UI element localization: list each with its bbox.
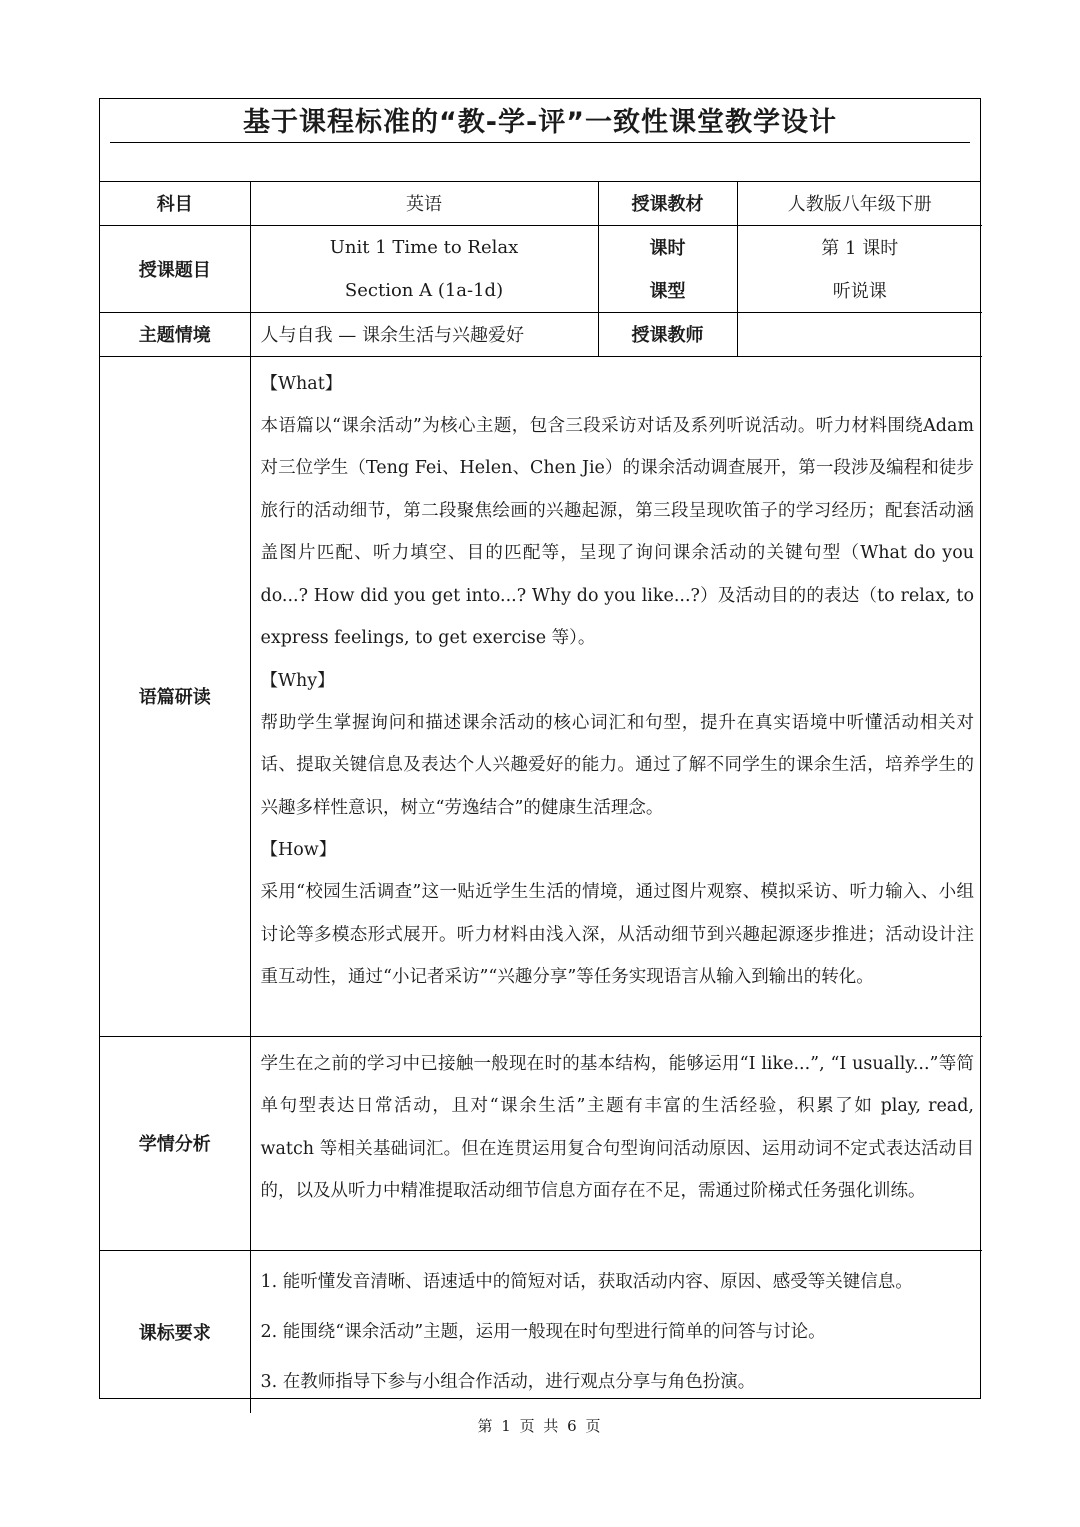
period-type-labels [598, 225, 737, 312]
topic-line-1: Unit 1 Time to Relax [329, 236, 519, 258]
analysis-label: 学情分析 [100, 1036, 250, 1250]
text-study-row [100, 356, 982, 1036]
why-text: 帮助学生掌握询问和描述课余活动的核心词汇和句型，提升在真实语境中听懂活动相关对话、提取关键信息及表达个人兴趣爱好的能力。通过了解不同学生的课余生活，培养学生的兴趣多样性意识，树立“劳逸结合”的健康生活理念。 [260, 712, 974, 818]
topic-value [250, 225, 598, 312]
topic-row [100, 225, 982, 312]
subject-value: 英语 [250, 182, 598, 225]
standard-item: 2. 能围绕“课余活动”主题，运用一般现在时句型进行简单的问答与讨论。 [260, 1321, 826, 1342]
period-value: 第 1 课时 [821, 238, 899, 259]
title-row [100, 99, 980, 182]
text-study-content [250, 356, 982, 1036]
lesson-plan-table [99, 98, 981, 1399]
standards-label: 课标要求 [100, 1250, 250, 1413]
period-type-values [737, 225, 982, 312]
analysis-row [100, 1036, 982, 1250]
document-title: 基于课程标准的“教-学-评”一致性课堂教学设计 [243, 107, 837, 138]
theme-value: 人与自我 — 课余生活与兴趣爱好 [250, 312, 598, 356]
standard-item: 1. 能听懂发音清晰、语速适中的简短对话，获取活动内容、原因、感受等关键信息。 [260, 1271, 913, 1292]
page-footer: 第 1 页 共 6 页 [477, 1417, 603, 1435]
teacher-label: 授课教师 [598, 312, 737, 356]
theme-row [100, 312, 982, 356]
how-text: 采用“校园生活调查”这一贴近学生生活的情境，通过图片观察、模拟采访、听力输入、小组讨论等多模态形式展开。听力材料由浅入深，从活动细节到兴趣起源逐步推进；活动设计注重互动性，通过“小记者采访”“兴趣分享”等任务实现语言从输入到输出的转化。 [260, 882, 974, 987]
analysis-content [250, 1036, 982, 1250]
subject-row [100, 182, 982, 225]
standard-item: 3. 在教师指导下参与小组合作活动，进行观点分享与角色扮演。 [260, 1371, 756, 1392]
what-heading: 【What】 [260, 373, 343, 394]
how-heading: 【How】 [260, 840, 337, 860]
textbook-label: 授课教材 [598, 182, 737, 225]
topic-line-2: Section A (1a-1d) [344, 279, 504, 301]
what-text: 本语篇以“课余活动”为核心主题，包含三段采访对话及系列听说活动。听力材料围绕Adam 对三位学生（Teng Fei、Helen、Chen Jie）的课余活动调查展开，第一段涉及编程和徒步旅行的活动细节，第二段聚焦绘画的兴趣起源，第三段呈现吹笛子的学习经历；配套活动涵盖图片匹配、听力填空、目的匹配等，呈现了询问课余活动的关键句型（What do you do...? How did you get into...? Why do you like...?）及活动目的的表达（to relax, to express feelings, to get exercise 等）。 [260, 415, 974, 648]
theme-label: 主题情境 [100, 312, 250, 356]
title-underline [110, 142, 970, 143]
textbook-value: 人教版八年级下册 [737, 182, 982, 225]
standards-row [100, 1250, 982, 1413]
subject-label: 科目 [100, 182, 250, 225]
why-heading: 【Why】 [260, 670, 335, 691]
teacher-value [737, 312, 982, 356]
period-label: 课时 [649, 238, 686, 259]
text-study-label: 语篇研读 [100, 356, 250, 1036]
info-table [100, 182, 982, 1413]
type-value: 听说课 [832, 281, 887, 302]
standards-content [250, 1250, 982, 1413]
analysis-text: 学生在之前的学习中已接触一般现在时的基本结构，能够运用“I like...”, “I usually...”等简单句型表达日常活动，且对“课余生活”主题有丰富的生活经验，积累了如 play, read, watch 等相关基础词汇。但在连贯运用复合句型询问活动原因、运用动词不定式表达活动目的，以及从听力中精准提取活动细节信息方面存在不足，需通过阶梯式任务强化训练。 [260, 1053, 974, 1201]
topic-label: 授课题目 [100, 225, 250, 312]
type-label: 课型 [649, 281, 686, 302]
